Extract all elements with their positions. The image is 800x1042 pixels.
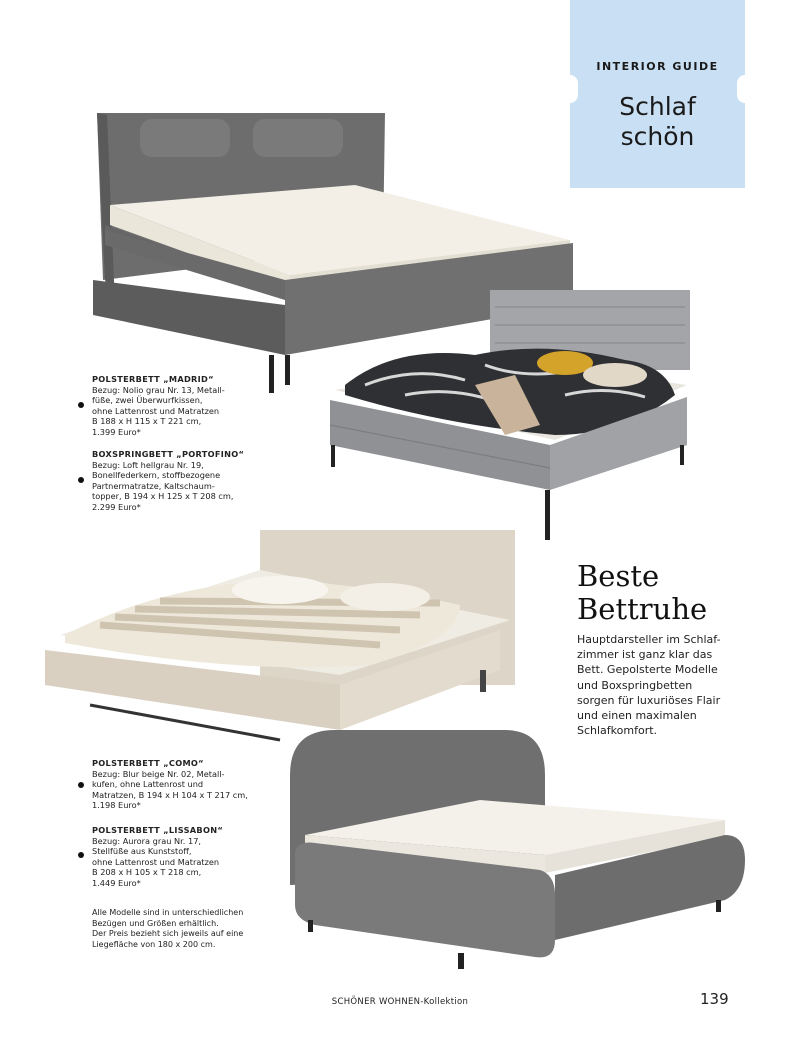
caption-title: POLSTERBETT „MADRID“ <box>92 374 214 384</box>
caption-line: 2.299 Euro* <box>92 501 141 512</box>
guide-title <box>570 92 745 152</box>
caption-line: topper, B 194 x H 125 x T 208 cm, <box>92 491 234 502</box>
caption-portofino <box>92 449 272 513</box>
caption-line: B 188 x H 115 x T 221 cm, <box>92 416 202 427</box>
guide-kicker: INTERIOR GUIDE <box>596 60 719 73</box>
caption-bullet <box>78 477 84 483</box>
body-line: und einen maximalen <box>577 709 697 723</box>
caption-line: Bezug: Blur beige Nr. 02, Metall- <box>92 768 225 779</box>
interior-guide-badge <box>570 0 745 188</box>
caption-como <box>92 758 272 811</box>
caption-line: 1.449 Euro* <box>92 877 141 888</box>
bed-portofino-image <box>325 285 695 545</box>
guide-title-line: schön <box>620 122 695 151</box>
caption-line: B 208 x H 105 x T 218 cm, <box>92 867 202 878</box>
caption-bullet <box>78 782 84 788</box>
caption-title: BOXSPRINGBETT „PORTOFINO“ <box>92 449 245 459</box>
note-line: Der Preis bezieht sich jeweils auf eine <box>92 929 244 939</box>
body-line: und Boxspringbetten <box>577 678 693 692</box>
body-line: zimmer ist ganz klar das <box>577 648 713 662</box>
caption-line: 1.198 Euro* <box>92 800 141 811</box>
body-line: Bett. Gepolsterte Modelle <box>577 663 718 677</box>
body-line: sorgen für luxuriöses Flair <box>577 693 721 707</box>
footer-text: SCHÖNER WOHNEN-Kollektion <box>331 997 469 1007</box>
caption-line: Bonellfederkern, stoffbezogene <box>92 470 221 481</box>
caption-line: kufen, ohne Lattenrost und <box>92 779 204 790</box>
note-line: Alle Modelle sind in unterschiedlichen <box>92 908 244 917</box>
heading-line: Bettruhe <box>577 592 708 626</box>
caption-bullet <box>78 402 84 408</box>
note-line: Bezügen und Größen erhältlich. <box>92 918 219 928</box>
bed-lissabon-image <box>280 725 750 975</box>
caption-line: füße, zwei Überwurfkissen, <box>92 395 203 406</box>
article-heading <box>577 560 777 626</box>
caption-madrid <box>92 374 272 438</box>
caption-bullet <box>78 852 84 858</box>
body-line: Hauptdarsteller im Schlaf- <box>577 633 721 646</box>
guide-title-line: Schlaf <box>619 92 696 121</box>
caption-title: POLSTERBETT „LISSABON“ <box>92 825 224 835</box>
caption-line: Matratzen, B 194 x H 104 x T 217 cm, <box>92 789 248 800</box>
heading-line: Beste <box>577 559 660 593</box>
caption-title: POLSTERBETT „COMO“ <box>92 758 204 768</box>
note-line: Liegefläche von 180 x 200 cm. <box>92 939 216 949</box>
caption-line: Bezug: Aurora grau Nr. 17, <box>92 835 202 846</box>
caption-line: Bezug: Loft hellgrau Nr. 19, <box>92 459 204 470</box>
page-number: 139 <box>700 990 729 1008</box>
price-note <box>92 908 272 950</box>
body-line: Schlafkomfort. <box>577 724 658 738</box>
caption-line: ohne Lattenrost und Matratzen <box>92 405 220 416</box>
caption-line: Stellfüße aus Kunststoff, <box>92 846 192 857</box>
caption-lissabon <box>92 825 272 889</box>
caption-line: Bezug: Nolio grau Nr. 13, Metall- <box>92 384 225 395</box>
article-body <box>577 632 752 738</box>
bed-como-image <box>40 525 520 750</box>
caption-line: Partnermatratze, Kaltschaum- <box>92 480 215 491</box>
caption-line: ohne Lattenrost und Matratzen <box>92 856 220 867</box>
caption-line: 1.399 Euro* <box>92 426 141 437</box>
